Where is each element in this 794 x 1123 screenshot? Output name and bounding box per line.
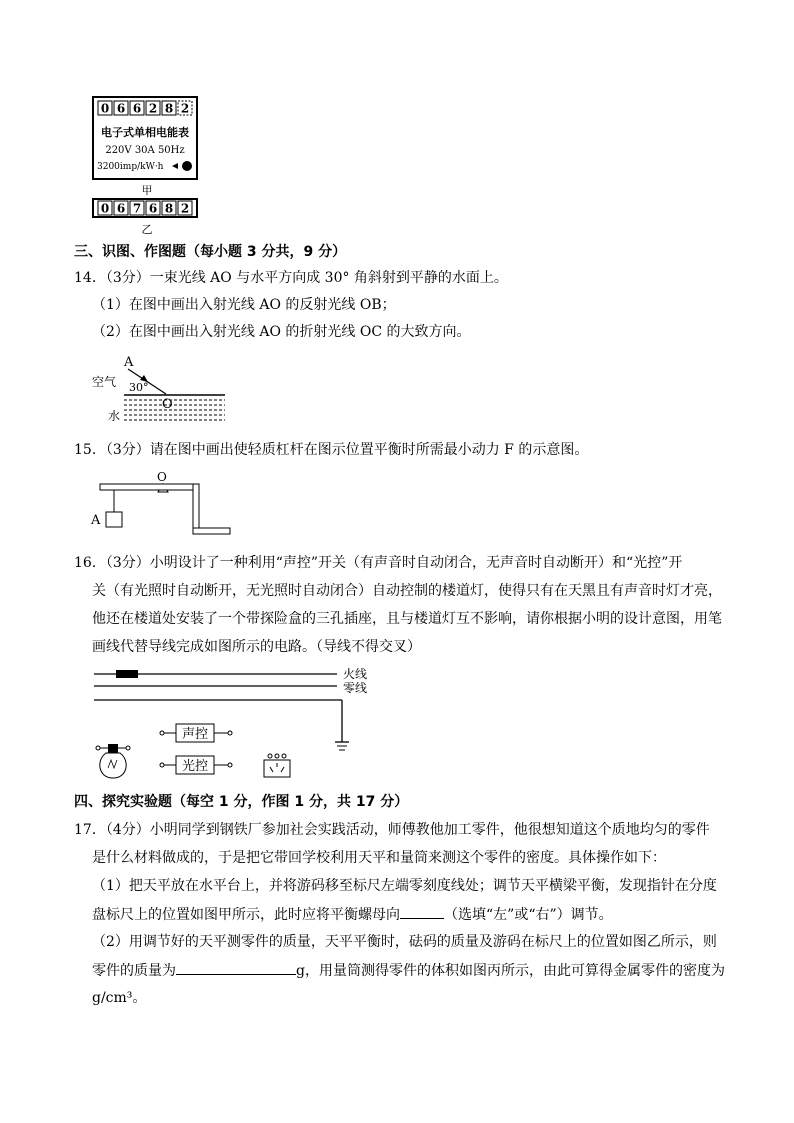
q14-label-o: O <box>162 397 173 412</box>
q14-figure <box>90 350 230 432</box>
q17-s2-line3: g/cm³。 <box>92 990 147 1006</box>
meter-yi-digit: 2 <box>180 201 190 216</box>
q14-sub2: （2）在图中画出入射光线 AO 的折射光线 OC 的大致方向。 <box>92 324 471 340</box>
section-4-title: 四、探究实验题（每空 1 分，作图 1 分，共 17 分） <box>74 794 409 810</box>
q14-label-angle: 30° <box>129 381 149 394</box>
q14-sub1: （1）在图中画出入射光线 AO 的反射光线 OB； <box>92 297 396 313</box>
q14-stem: 14．（3分）一束光线 AO 与水平方向成 30° 角斜射到平静的水面上。 <box>74 270 508 286</box>
light-refraction-drawing <box>90 350 230 432</box>
q14-label-water: 水 <box>108 409 121 423</box>
meter-title: 电子式单相电能表 <box>101 126 189 139</box>
sound-switch-label: 声控 <box>181 727 209 742</box>
q15-label-a: A <box>91 513 101 528</box>
meter-yi-digit: 0 <box>100 201 110 216</box>
q17-s2-line1: （2）用调节好的天平测零件的质量，天平平衡时，砝码的质量及游码在标尺上的位置如图乙所示，则 <box>92 934 717 950</box>
answer-blank-mass[interactable] <box>176 960 296 975</box>
q17-s1-line1: （1）把天平放在水平台上，并将游码移至标尺左端零刻度线处；调节天平横梁平衡，发现指针在分度 <box>92 878 717 894</box>
label-fire-wire: 火线 <box>343 667 368 681</box>
sound-switch <box>160 724 232 742</box>
q17-line2: 是什么材料做成的，于是把它带回学校利用天平和量筒来测这个零件的密度。具体操作如下： <box>92 850 666 866</box>
q17-line1: 17．（4分）小明同学到钢铁厂参加社会实践活动，师傅教他加工零件，他很想知道这个质地均匀的零件 <box>74 822 710 838</box>
answer-blank-direction[interactable] <box>400 904 444 919</box>
socket-icon <box>264 754 290 777</box>
lamp-icon <box>96 744 130 778</box>
q16-line2: 关（有光照时自动断开，无光照时自动闭合）自动控制的楼道灯，使得只有在天黑且有声音时灯才亮， <box>92 583 722 599</box>
meter-spec-2: 3200imp/kW·h <box>97 162 164 172</box>
fuse-icon <box>116 670 138 678</box>
q15-label-o: O <box>157 470 167 484</box>
meter-yi-digit: 6 <box>116 201 126 216</box>
q14-label-air: 空气 <box>92 375 117 389</box>
meter-yi-label: 乙 <box>141 223 153 236</box>
light-switch-label: 光控 <box>181 759 209 774</box>
meter-jia-digit: 2 <box>148 101 158 116</box>
meter-yi-digit: 7 <box>132 201 142 216</box>
meter-yi-digit: 6 <box>148 201 158 216</box>
q17-s2-line2 <box>92 960 725 981</box>
meter-jia-digit: 8 <box>164 101 174 116</box>
section-3-title: 三、识图、作图题（每小题 3 分共，9 分） <box>74 244 347 260</box>
arrow-icon <box>172 163 178 169</box>
q17-s2-text-a: 零件的质量为 <box>92 963 176 979</box>
q16-line1: 16．（3分）小明设计了一种利用“声控”开关（有声音时自动闭合，无声音时自动断开）和“光控”开 <box>74 555 683 571</box>
q15-stem: 15．（3分）请在图中画出使轻质杠杆在图示位置平衡时所需最小动力 F 的示意图。 <box>74 442 589 458</box>
meter-jia-digit: 2 <box>180 101 190 116</box>
meter-jia-label: 甲 <box>141 184 153 197</box>
q17-s1-line2 <box>92 904 613 925</box>
meter-jia-digit: 6 <box>116 101 126 116</box>
meter-jia-digit: 0 <box>100 101 110 116</box>
lever-drawing <box>88 470 238 540</box>
light-switch <box>160 756 232 774</box>
q17-s1-text-b: （选填“左”或“右”）调节。 <box>444 907 613 923</box>
q14-label-a: A <box>124 355 134 370</box>
circuit-drawing <box>92 664 382 786</box>
q15-figure <box>88 470 238 540</box>
label-neutral-wire: 零线 <box>343 681 368 695</box>
indicator-light-icon <box>182 161 192 171</box>
meter-spec-1: 220V 30A 50Hz <box>105 145 185 156</box>
meter-jia-digit: 6 <box>132 101 142 116</box>
meter-yi-digit: 8 <box>164 201 174 216</box>
q16-line4: 画线代替导线完成如图所示的电路。（导线不得交叉） <box>92 639 421 655</box>
q17-s2-text-b: g，用量筒测得零件的体积如图丙所示，由此可算得金属零件的密度为 <box>296 963 725 979</box>
electric-meter-figure <box>92 96 202 236</box>
q16-circuit-figure <box>92 664 382 786</box>
q16-line3: 他还在楼道处安装了一个带探险盒的三孔插座，且与楼道灯互不影响，请你根据小明的设计意图，用笔 <box>92 611 722 627</box>
ground-icon <box>335 742 349 750</box>
q17-s1-text-a: 盘标尺上的位置如图甲所示，此时应将平衡螺母向 <box>92 907 400 923</box>
electric-meter-drawing <box>92 96 202 236</box>
